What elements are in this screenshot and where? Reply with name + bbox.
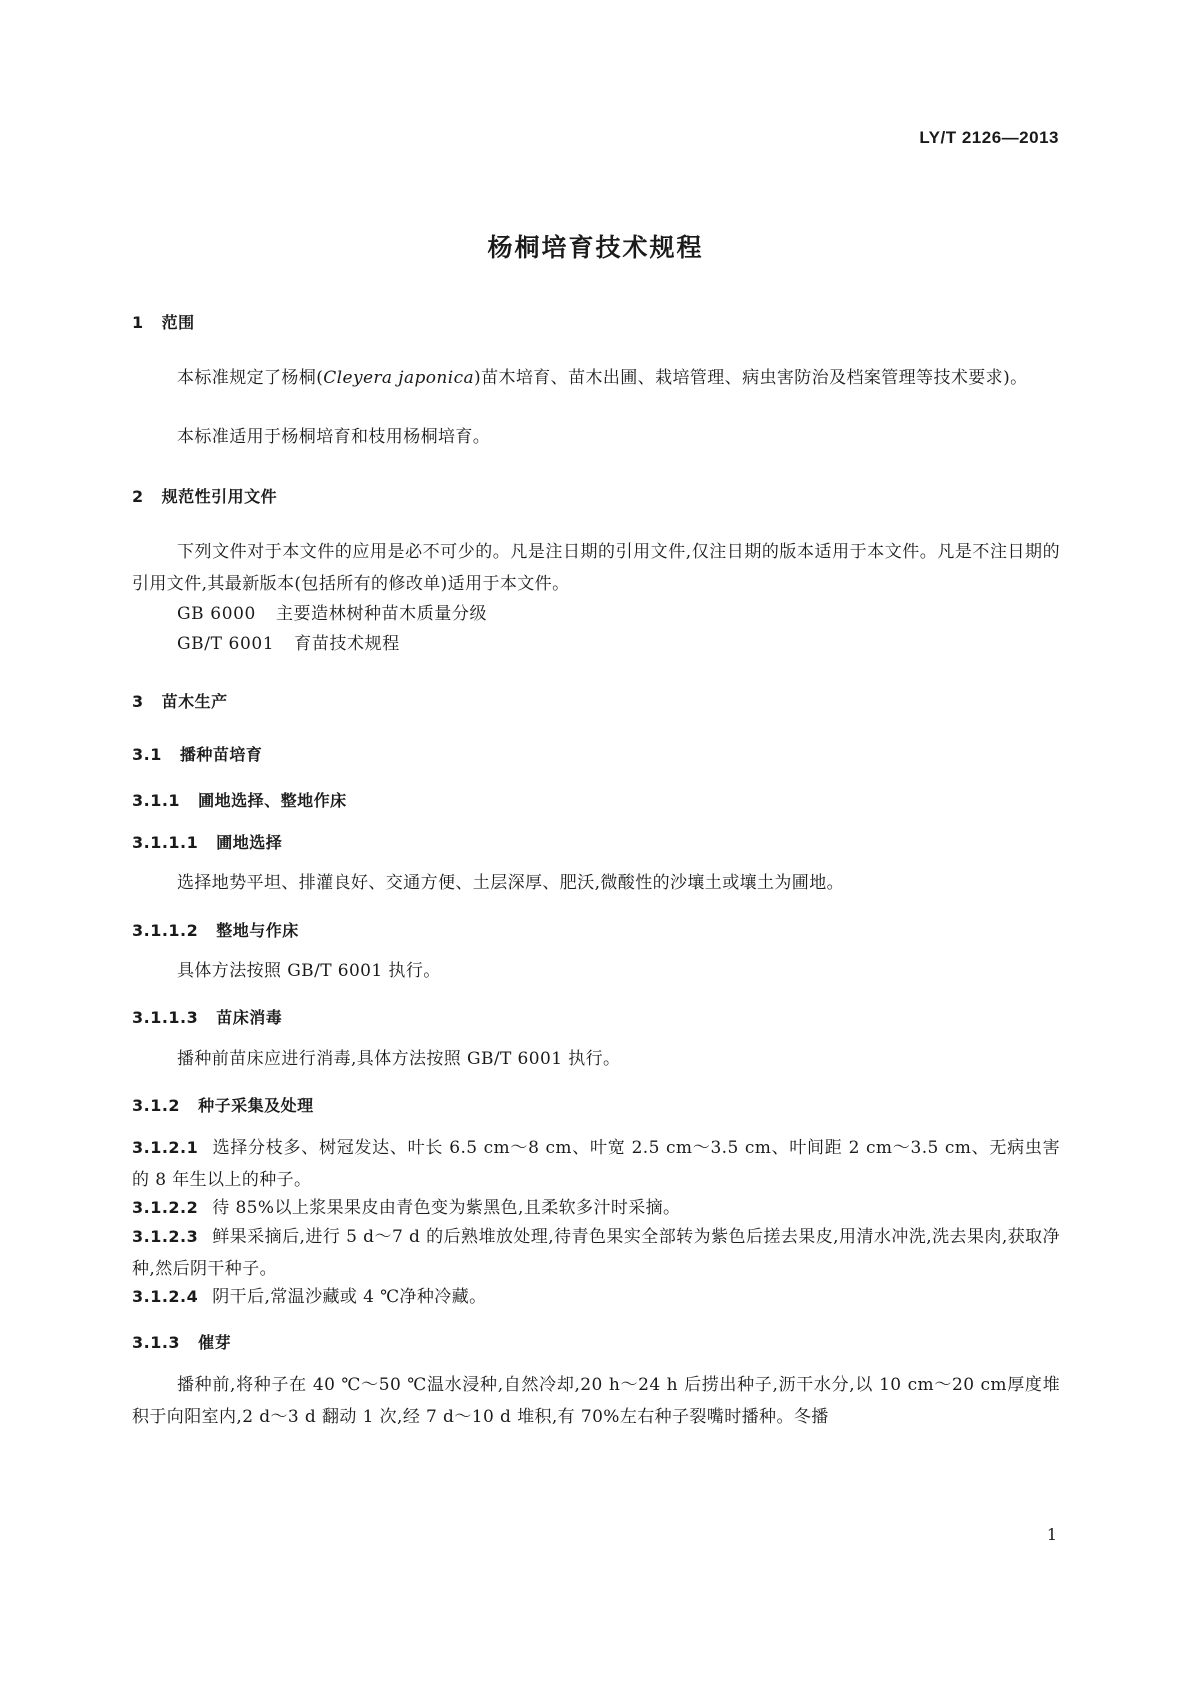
- clause-number: 3.1.2.4: [132, 1287, 199, 1306]
- section-number: 3: [132, 692, 144, 711]
- subsection-3-1-1-1-heading: [132, 830, 282, 853]
- clause-number: 3.1.2.1: [132, 1138, 199, 1157]
- page-number: 1: [1046, 1525, 1057, 1544]
- clause-number: 3.1.2.2: [132, 1198, 199, 1217]
- section-title: 圃地选择、整地作床: [198, 791, 347, 810]
- section-title: 规范性引用文件: [161, 487, 278, 506]
- section-title: 催芽: [198, 1333, 232, 1352]
- section-number: 2: [132, 487, 144, 506]
- paragraph: 本标准适用于杨桐培育和枝用杨桐培育。: [177, 427, 491, 447]
- reference-title: 育苗技术规程: [294, 634, 400, 654]
- paragraph: 播种前苗床应进行消毒,具体方法按照 GB/T 6001 执行。: [177, 1049, 621, 1069]
- section-title: 整地与作床: [216, 921, 299, 940]
- clause-text: 选择分枝多、树冠发达、叶长 6.5 cm～8 cm、叶宽 2.5 cm～3.5 cm、叶间距 2 cm～3.5 cm、无病虫害的 8 年生以上的种子。: [132, 1138, 1060, 1190]
- clause-text: 阴干后,常温沙藏或 4 ℃净种冷藏。: [212, 1287, 487, 1307]
- section-title: 范围: [161, 313, 195, 332]
- clause-text: 鲜果采摘后,进行 5 d～7 d 的后熟堆放处理,待青色果实全部转为紫色后搓去果皮,用清水冲洗,洗去果肉,获取净种,然后阴干种子。: [132, 1227, 1060, 1279]
- section-number: 1: [132, 313, 144, 332]
- paragraph: 下列文件对于本文件的应用是必不可少的。凡是注日期的引用文件,仅注日期的版本适用于本文件。凡是不注日期的引用文件,其最新版本(包括所有的修改单)适用于本文件。: [132, 542, 1060, 594]
- section-number: 3.1: [132, 745, 162, 764]
- subsection-3-1-3-heading: [132, 1330, 231, 1353]
- subsection-3-1-1-3-heading: [132, 1005, 282, 1028]
- paragraph: [132, 362, 1060, 394]
- section-title: 苗木生产: [161, 692, 228, 711]
- section-1-heading: [132, 310, 195, 333]
- section-title: 种子采集及处理: [198, 1096, 314, 1115]
- section-number: 3.1.1.2: [132, 921, 199, 940]
- section-number: 3.1.3: [132, 1333, 181, 1352]
- clause: [132, 1192, 1060, 1224]
- clause: [132, 1132, 1060, 1196]
- paragraph: 具体方法按照 GB/T 6001 执行。: [177, 961, 441, 981]
- paragraph: 播种前,将种子在 40 ℃～50 ℃温水浸种,自然冷却,20 h～24 h 后捞出种子,沥干水分,以 10 cm～20 cm厚度堆积于向阳室内,2 d～3 d 翻动 1 次,经 7 d～10 d 堆积,有 70%左右种子裂嘴时播种。冬播: [132, 1375, 1060, 1427]
- standard-number: LY/T 2126—2013: [919, 128, 1059, 147]
- section-number: 3.1.1.1: [132, 833, 199, 852]
- section-3-heading: [132, 689, 228, 712]
- reference-title: 主要造林树种苗木质量分级: [275, 604, 488, 624]
- reference-item: [177, 599, 487, 624]
- reference-code: GB 6000: [177, 604, 256, 624]
- paragraph: 选择地势平坦、排灌良好、交通方便、土层深厚、肥沃,微酸性的沙壤土或壤土为圃地。: [177, 873, 845, 893]
- section-number: 3.1.1: [132, 791, 181, 810]
- clause: [132, 1281, 1060, 1313]
- subsection-3-1-2-heading: [132, 1093, 314, 1116]
- latin-name: Cleyera japonica: [323, 368, 475, 388]
- subsection-3-1-1-2-heading: [132, 918, 299, 941]
- section-title: 圃地选择: [216, 833, 283, 852]
- text-run: 本标准规定了杨桐(: [177, 368, 324, 388]
- clause-number: 3.1.2.3: [132, 1227, 199, 1246]
- text-run: )苗木培育、苗木出圃、栽培管理、病虫害防治及档案管理等技术要求)。: [474, 368, 1028, 388]
- subsection-3-1-1-heading: [132, 788, 347, 811]
- reference-item: [177, 629, 400, 654]
- section-2-heading: [132, 484, 277, 507]
- section-title: 苗床消毒: [216, 1008, 283, 1027]
- reference-code: GB/T 6001: [177, 634, 275, 654]
- section-number: 3.1.2: [132, 1096, 181, 1115]
- section-number: 3.1.1.3: [132, 1008, 199, 1027]
- document-title: 杨桐培育技术规程: [487, 233, 704, 262]
- subsection-3-1-heading: [132, 742, 262, 765]
- clause-text: 待 85%以上浆果果皮由青色变为紫黑色,且柔软多汁时采摘。: [212, 1198, 681, 1218]
- clause: [132, 1221, 1060, 1285]
- section-title: 播种苗培育: [179, 745, 263, 764]
